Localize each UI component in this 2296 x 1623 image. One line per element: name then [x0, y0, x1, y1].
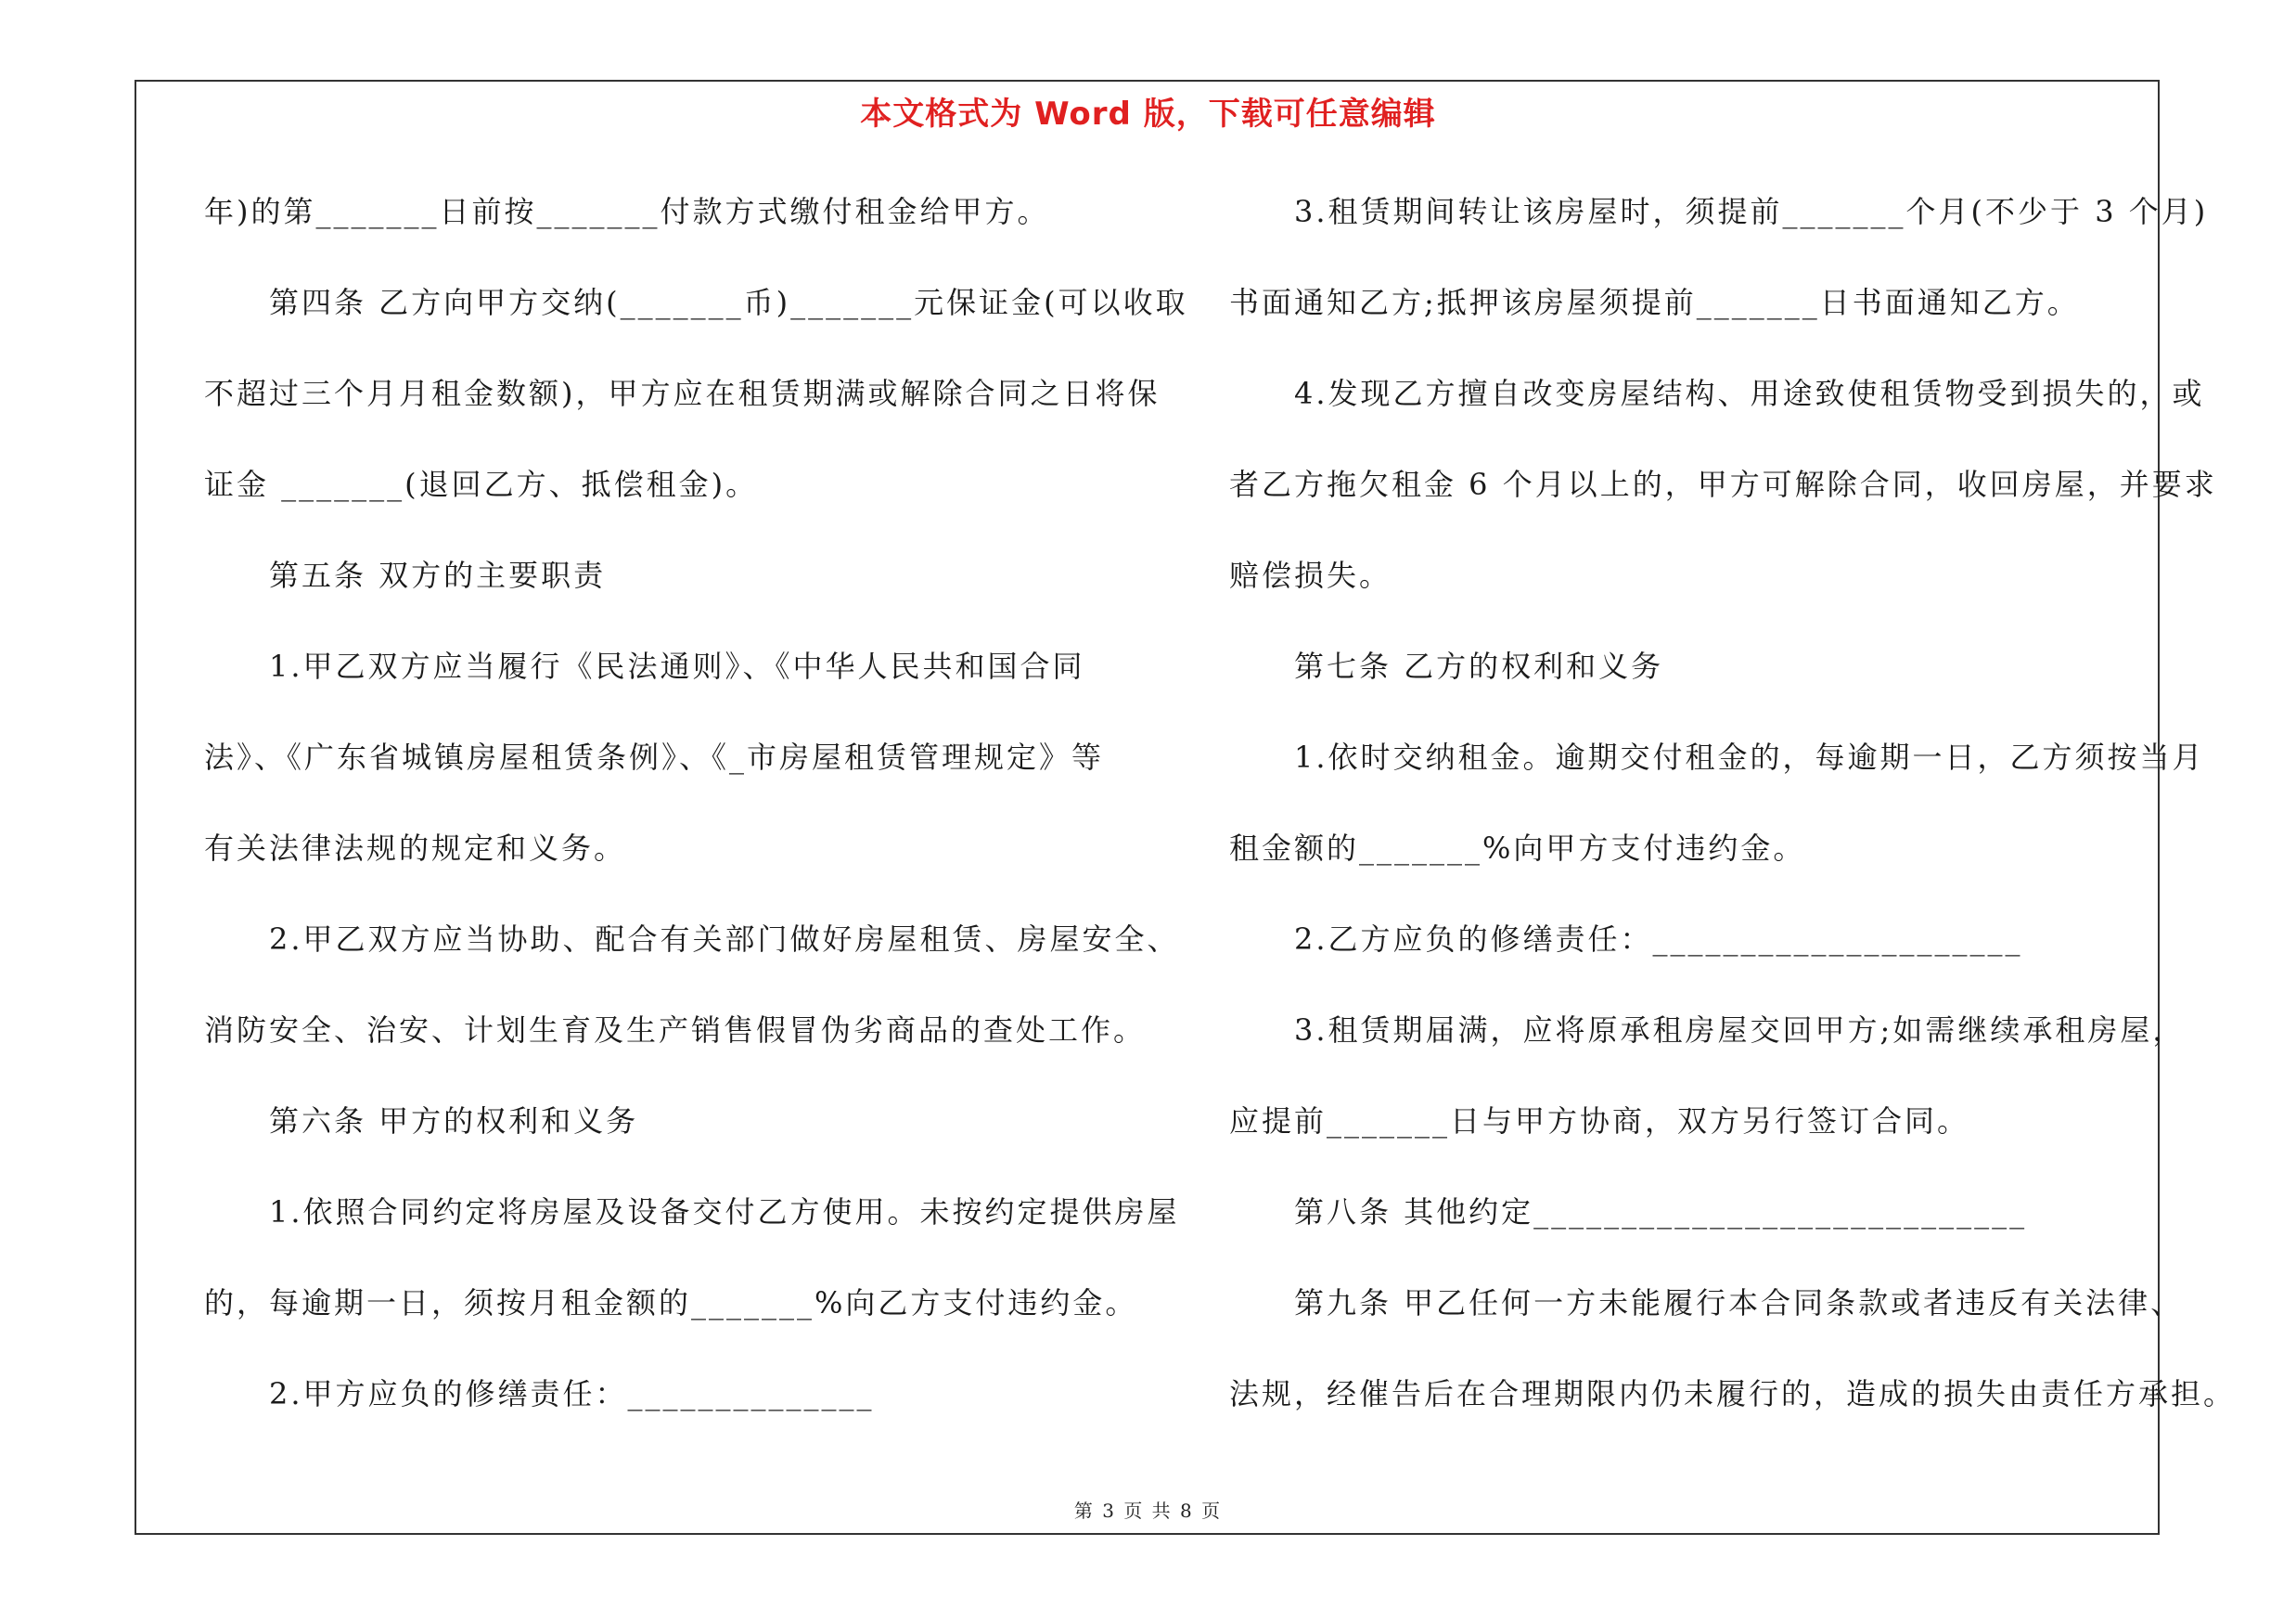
text-line: 有关法律法规的规定和义务。: [204, 831, 627, 866]
text-line: 消防安全、治安、计划生育及生产销售假冒伪劣商品的查处工作。: [204, 1012, 1147, 1048]
text-line: 1.甲乙双方应当履行《民法通则》、《中华人民共和国合同: [269, 649, 1085, 684]
text-line: 的，每逾期一日，须按月租金额的_______%向乙方支付违约金。: [204, 1285, 1138, 1320]
text-line: 第九条 甲乙任何一方未能履行本合同条款或者违反有关法律、: [1294, 1285, 2184, 1320]
text-line: 4.发现乙方擅自改变房屋结构、用途致使租赁物受到损失的，或: [1294, 376, 2205, 411]
text-line: 法》、《广东省城镇房屋租赁条例》、《_市房屋租赁管理规定》等: [204, 740, 1105, 775]
text-line: 不超过三个月月租金数额)，甲方应在租赁期满或解除合同之日将保: [204, 376, 1161, 411]
text-line: 书面通知乙方;抵押该房屋须提前_______日书面通知乙方。: [1229, 285, 2080, 320]
format-notice-banner: 本文格式为 Word 版，下载可任意编辑: [860, 96, 1436, 133]
text-line: 1.依时交纳租金。逾期交付租金的，每逾期一日，乙方须按当月: [1294, 740, 2205, 775]
text-line: 者乙方拖欠租金 6 个月以上的，甲方可解除合同，收回房屋，并要求: [1229, 467, 2217, 502]
text-line: 第六条 甲方的权利和义务: [269, 1103, 639, 1139]
text-line: 3.租赁期间转让该房屋时，须提前_______个月(不少于 3 个月): [1294, 194, 2209, 229]
text-line: 赔偿损失。: [1229, 558, 1392, 593]
text-line: 应提前_______日与甲方协商，双方另行签订合同。: [1229, 1103, 1970, 1139]
text-line: 2.甲乙双方应当协助、配合有关部门做好房屋租赁、房屋安全、: [269, 921, 1180, 957]
text-line: 第五条 双方的主要职责: [269, 558, 607, 593]
text-line: 证金 _______(退回乙方、抵偿租金)。: [204, 467, 759, 502]
text-line: 租金额的_______%向甲方支付违约金。: [1229, 831, 1806, 866]
right-column: [1229, 184, 2237, 1457]
text-line: 年)的第_______日前按_______付款方式缴付租金给甲方。: [204, 194, 1050, 229]
page-number: 第 3 页 共 8 页: [1073, 1500, 1223, 1522]
text-line: 2.乙方应负的修缮责任：_____________________: [1294, 921, 2023, 957]
text-line: 1.依照合同约定将房屋及设备交付乙方使用。未按约定提供房屋: [269, 1194, 1180, 1230]
text-line: 第四条 乙方向甲方交纳(_______币)_______元保证金(可以收取: [269, 285, 1188, 320]
text-line: 法规，经催告后在合理期限内仍未履行的，造成的损失由责任方承担。: [1229, 1376, 2237, 1411]
text-line: 3.租赁期届满，应将原承租房屋交回甲方;如需继续承租房屋，: [1294, 1012, 2186, 1048]
text-line: 第七条 乙方的权利和义务: [1294, 649, 1664, 684]
text-line: 第八条 其他约定____________________________: [1294, 1194, 2028, 1230]
left-column: [204, 184, 1188, 1457]
text-line: 2.甲方应负的修缮责任：______________: [269, 1376, 875, 1411]
